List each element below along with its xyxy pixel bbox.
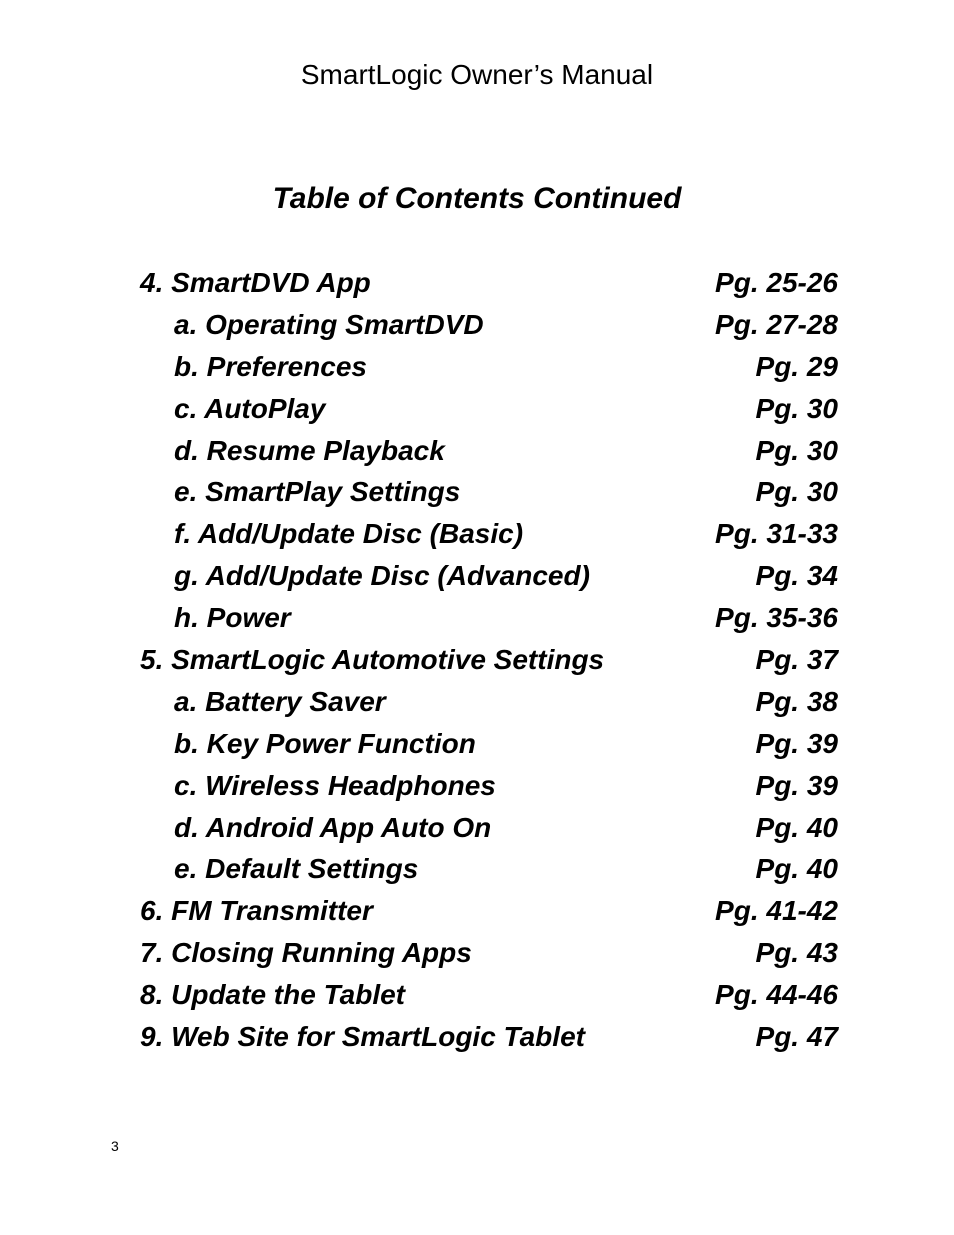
toc-entry-smartplay-settings [0, 473, 954, 515]
toc-entry-label: c. AutoPlay [174, 392, 326, 424]
toc-entry-page: Pg. 41-42 [715, 895, 838, 927]
toc-entry-label: f. Add/Update Disc (Basic) [174, 518, 524, 550]
toc-entry-page: Pg. 34 [755, 560, 838, 592]
toc-entry-label: a. Operating SmartDVD [174, 308, 484, 340]
toc-entry-page: Pg. 29 [755, 350, 838, 382]
toc-entry-label: 4. SmartDVD App [140, 267, 371, 298]
toc-entry-label: 6. FM Transmitter [140, 895, 373, 927]
toc-entry-label: b. Preferences [174, 350, 367, 382]
toc-entry-label: 7. Closing Running Apps [140, 937, 472, 969]
toc-entry-page: Pg. 39 [755, 769, 838, 801]
toc-entry-battery-saver [0, 683, 954, 725]
toc-entry-page: Pg. 40 [755, 811, 838, 843]
toc-entry-label: e. SmartPlay Settings [174, 476, 461, 508]
toc-entry-fm-transmitter [0, 892, 954, 934]
toc-entry-label: d. Android App Auto On [174, 811, 492, 843]
toc-entry-smartdvd-app [0, 264, 954, 306]
toc-entry-page: Pg. 40 [755, 853, 838, 885]
toc-entry-page: Pg. 38 [755, 685, 838, 717]
toc-entry-label: g. Add/Update Disc (Advanced) [174, 560, 590, 592]
toc-entry-label: d. Resume Playback [174, 434, 445, 466]
toc-entry-default-settings [0, 850, 954, 892]
toc-entry-autoplay [0, 390, 954, 432]
toc-entry-add-update-disc-basic [0, 515, 954, 557]
toc-entry-label: 8. Update the Tablet [140, 979, 406, 1011]
toc-entry-label: 9. Web Site for SmartLogic Tablet [140, 1021, 585, 1053]
toc-entry-page: Pg. 43 [755, 937, 838, 969]
toc-entry-closing-running-apps [0, 934, 954, 976]
toc-entry-page: Pg. 30 [755, 434, 838, 466]
toc-entry-label: a. Battery Saver [174, 685, 386, 717]
toc-entry-label: b. Key Power Function [174, 727, 476, 759]
toc-entry-add-update-disc-advanced [0, 557, 954, 599]
toc-entry-resume-playback [0, 432, 954, 474]
toc-entry-page: Pg. 47 [755, 1021, 838, 1053]
toc-entry-page: Pg. 27-28 [715, 308, 838, 340]
toc-entry-page: Pg. 37 [755, 644, 838, 676]
toc-entry-wireless-headphones [0, 767, 954, 809]
toc-entry-android-app-auto-on [0, 809, 954, 851]
toc-entry-label: c. Wireless Headphones [174, 769, 496, 801]
toc-entry-web-site [0, 1018, 954, 1060]
toc-entry-update-the-tablet [0, 976, 954, 1018]
toc-entry-page: Pg. 39 [755, 727, 838, 759]
toc-list [0, 264, 954, 1060]
toc-entry-page: Pg. 44-46 [715, 979, 838, 1011]
toc-entry-label: h. Power [174, 602, 291, 634]
toc-entry-label: e. Default Settings [174, 853, 419, 885]
toc-entry-preferences [0, 348, 954, 390]
toc-entry-label: 5. SmartLogic Automotive Settings [140, 644, 605, 676]
toc-entry-page: Pg. 35-36 [715, 602, 838, 634]
toc-title: Table of Contents Continued [272, 182, 682, 215]
toc-entry-operating-smartdvd [0, 306, 954, 348]
toc-entry-page: Pg. 30 [755, 392, 838, 424]
toc-entry-key-power-function [0, 725, 954, 767]
toc-entry-power [0, 599, 954, 641]
page-header: SmartLogic Owner’s Manual [300, 59, 654, 90]
toc-entry-page: Pg. 25-26 [715, 267, 838, 298]
toc-entry-page: Pg. 31-33 [715, 518, 838, 550]
toc-entry-page: Pg. 30 [755, 476, 838, 508]
page-number: 3 [111, 1138, 119, 1154]
toc-entry-automotive-settings [0, 641, 954, 683]
